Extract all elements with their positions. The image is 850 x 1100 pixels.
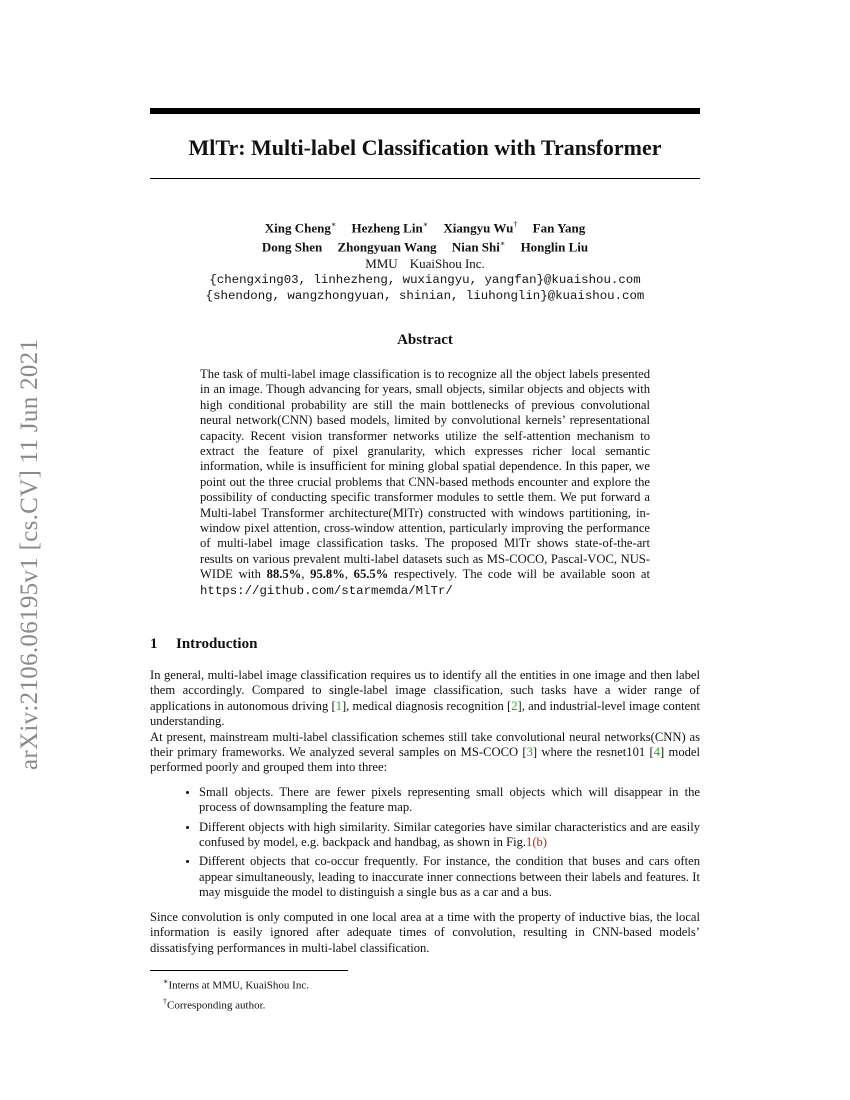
list-item: [199, 820, 700, 851]
author-name: Dong Shen: [261, 239, 323, 255]
author-mark: ∗: [499, 239, 506, 249]
affiliation: [150, 256, 700, 272]
list-item: • Small objects. There are fewer pixels representing small objects which will disappear in the process of downsampling the feature map.: [199, 785, 700, 816]
citation-link[interactable]: 1: [335, 698, 342, 713]
footnote: [163, 994, 309, 1014]
separator: ,: [344, 567, 354, 582]
author-name: Fan Yang: [532, 220, 586, 236]
intro-body: [150, 668, 700, 956]
citation-link[interactable]: 2: [511, 698, 518, 713]
author-block: [150, 217, 700, 304]
text: ], medical diagnosis recognition [: [341, 698, 512, 713]
section-heading: [150, 636, 257, 653]
footnote-mark: †: [163, 996, 167, 1006]
author-line-2: [150, 236, 700, 255]
footnote-text: Corresponding author.: [167, 999, 266, 1012]
problem-list: [150, 785, 700, 901]
separator: ,: [301, 567, 311, 582]
author-name: Xing Cheng: [264, 220, 331, 236]
score-mscoco: 88.5%: [266, 567, 302, 582]
author-name: Honglin Liu: [520, 239, 589, 255]
intro-paragraph-2: [150, 730, 700, 776]
abstract-text: [200, 367, 650, 599]
intro-paragraph-3: Since convolution is only computed in one local area at a time with the property of inductive bias, the local information is easily ignored after adequate times of convolution, resulting in CNN-based models’ dissatisfying performances in multi-label classification.: [150, 909, 700, 955]
figure-link[interactable]: 1(b): [526, 835, 547, 850]
text: ] model performed poorly and grouped them into three:: [150, 745, 701, 775]
citation-link[interactable]: 4: [653, 745, 660, 760]
author-mark: ∗: [422, 220, 429, 229]
author-mark: ∗: [330, 220, 337, 229]
affiliation-company: KuaiShou Inc.: [409, 255, 485, 271]
title-bottom-rule: [150, 178, 700, 179]
intro-paragraph-1: [150, 668, 700, 730]
footnote: [163, 974, 309, 994]
author-mark: †: [513, 220, 518, 229]
list-item: • Different objects that co-occur frequently. For instance, the condition that buses and cars often appear simultaneously, leading to inaccurate inner connections between their labels and features. It may misguide the model to distinguish a single bus as a car and a bus.: [199, 854, 700, 900]
author-line-1: [150, 217, 700, 236]
footnote-text: Interns at MMU, KuaiShou Inc.: [168, 979, 309, 992]
footnotes: [163, 974, 309, 1013]
citation-link[interactable]: 3: [526, 745, 533, 760]
abstract-heading: Abstract: [397, 332, 453, 348]
section-number: 1: [150, 636, 158, 652]
code-url-link[interactable]: https://github.com/starmemda/MlTr/: [200, 583, 453, 598]
author-name: Nian Shi: [451, 239, 500, 255]
email-line-1: {chengxing03, linhezheng, wuxiangyu, yangfan}@kuaishou.com: [209, 272, 641, 287]
score-pascal-voc: 95.8%: [310, 567, 345, 582]
paper-title: MlTr: Multi-label Classification with Transformer: [188, 135, 662, 160]
footnote-rule: [150, 970, 348, 971]
text: In general, multi-label image classification requires us to identify all the entities in one image and then label them accordingly. Compared to single-label image classification, such tasks have a wider range of applications in autonomous driving [: [150, 668, 700, 713]
arxiv-watermark: arXiv:2106.06195v1 [cs.CV] 11 Jun 2021: [16, 338, 43, 770]
section-title: Introduction: [176, 636, 258, 652]
affiliation-lab: MMU: [365, 255, 398, 271]
abstract-body-end: respectively. The code will be available soon at: [388, 567, 651, 582]
text: Different objects with high similarity. Similar categories have similar characteristics and are easily confused by model, e.g. backpack and handbag, as shown in Fig.: [199, 819, 700, 850]
text: ] where the resnet101 [: [532, 745, 654, 760]
text: ], and industrial-level image content understanding.: [150, 698, 700, 729]
author-name: Xiangyu Wu: [443, 220, 514, 236]
score-nus-wide: 65.5%: [353, 567, 389, 582]
footnote-mark: ∗: [163, 977, 169, 986]
author-name: Zhongyuan Wang: [337, 239, 437, 255]
abstract-body: The task of multi-label image classification is to recognize all the object labels presented in an image. Though advancing for years, small objects, similar objects and objects with high conditional probability are still the main bottlenecks of previous convolutional neural network(CNN) based models, limited by convolutional kernels’ representational capacity. Recent vision transformer networks utilize the self-attention mechanism to extract the feature of pixel granularity, which expresses richer local semantic information, while is insufficient for mining global spatial dependence. In this paper, we point out the three crucial problems that CNN-based methods encounter and explore the possibility of conducting specific transformer modules to settle them. We put forward a Multi-label Transformer architecture(MlTr) constructed with windows partitioning, in-window pixel attention, cross-window attention, particularly improving the performance of multi-label image classification tasks. The proposed MlTr shows state-of-the-art results on various prevalent multi-label datasets such as MS-COCO, Pascal-VOC, NUS-WIDE with: [200, 367, 650, 582]
title-top-rule: [150, 108, 700, 114]
text: At present, mainstream multi-label classification schemes still take convolutional neural networks(CNN) as their primary frameworks. We analyzed several samples on MS-COCO [: [150, 729, 700, 760]
author-name: Hezheng Lin: [351, 220, 423, 236]
email-line-2: {shendong, wangzhongyuan, shinian, liuhonglin}@kuaishou.com: [205, 288, 645, 303]
